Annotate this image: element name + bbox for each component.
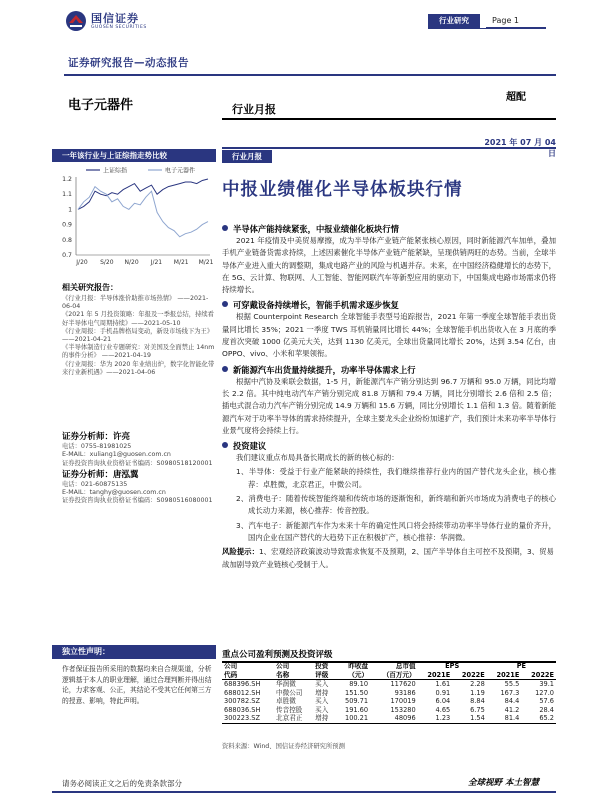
table-cell: 65.2 <box>521 714 556 723</box>
analyst-phone: 电话：0755-81981025 <box>62 443 132 450</box>
report-headline: 中报业绩催化半导体板块行情 <box>222 180 463 200</box>
related-report-item[interactable]: 《行业月报：半导体涨价助推市场热情》 ——2021-06-04 <box>62 295 209 311</box>
table-cell: 华润微 <box>276 680 296 688</box>
table-header-cell: 2021E <box>418 671 453 680</box>
related-report-item[interactable]: 《半导体制造行业专题研究：对美国及全面禁止 14nm 的事件分析》 ——2021-04-19 <box>62 344 215 360</box>
chart-title: 一年该行业与上证综指走势比较 <box>52 149 216 162</box>
table-header-cell: 投资 <box>315 662 329 670</box>
table-source: 资料来源：Wind、国信证券经济研究所预测 <box>222 743 345 750</box>
recommendation-item: 3、汽车电子：新能源汽车作为未来十年的确定性风口将会持续带动功率半导体行业的量价齐升，国内企业在国产替代的大趋势下正在积极扩产，核心推荐：华润微。 <box>236 520 556 542</box>
table-cell: 6.75 <box>470 705 485 714</box>
brand-logo <box>65 8 160 34</box>
index-comparison-chart <box>52 163 216 273</box>
risk-warning <box>222 546 556 571</box>
section-tag: 行业月报 <box>222 150 272 163</box>
table-header-cell: 昨收盘 <box>348 662 369 670</box>
table-row <box>222 680 556 689</box>
table-header-cell: （元） <box>335 671 370 680</box>
table-cell: 127.0 <box>535 688 554 697</box>
analyst-card <box>62 432 218 468</box>
table-cell: 买入 <box>315 697 329 706</box>
title-divider <box>222 118 556 120</box>
y-tick-label: 1.1 <box>62 191 72 199</box>
bullet-dot-icon <box>222 366 228 372</box>
table-row <box>222 689 556 698</box>
x-tick-label: N/20 <box>124 259 139 266</box>
table-cell: 117620 <box>390 680 416 688</box>
table-cell: 买入 <box>315 705 329 714</box>
table-cell: 39.1 <box>539 680 554 688</box>
analyst-phone: 电话：021-60875135 <box>62 480 128 488</box>
series-line <box>78 187 208 237</box>
independence-title: 独立性声明： <box>52 645 216 659</box>
table-header-row <box>222 671 556 680</box>
related-reports-title: 相关研究报告： <box>62 283 118 292</box>
risk-text: 1、宏观经济政策波动导致需求恢复不及预期，2、国产半导体自主可控不及预期，3、贸易战加剧导致产业链核心受制于人。 <box>222 547 554 569</box>
risk-label: 风险提示： <box>222 547 259 557</box>
table-header-cell: 2022E <box>521 671 556 680</box>
table-header-cell: 代码 <box>222 671 274 680</box>
table-cell: 688396.SH <box>224 680 261 688</box>
table-cell: 传音控股 <box>276 705 303 714</box>
footer-disclaimer-note: 请务必阅读正文之后的免责条款部分 <box>62 779 182 788</box>
related-report-item[interactable]: 《行业周报：手机品牌格局变动，新设市场线下为王》 ——2021-04-21 <box>62 327 214 344</box>
analyst-card <box>62 470 218 506</box>
table-row <box>222 706 556 715</box>
analyst-cert: 证券投资咨询执业资格证书编码：S0980516080001 <box>62 497 213 505</box>
chart-canvas <box>52 163 216 273</box>
report-body <box>222 220 556 571</box>
table-row <box>222 697 556 706</box>
y-tick-label: 0.9 <box>62 221 72 229</box>
analyst-name: 证券分析师：唐泓翼 <box>62 469 139 480</box>
bullet-heading <box>222 300 556 311</box>
x-tick-label: J/20 <box>76 259 88 266</box>
brand-name: 国信证券 <box>91 12 139 25</box>
table-cell: 688012.SH <box>224 688 261 697</box>
logo-mark-icon <box>65 10 87 32</box>
analyst-name: 证券分析师：许亮 <box>62 432 131 442</box>
doc-type-tag: 行业研究 <box>428 14 480 28</box>
series-line <box>78 179 208 209</box>
table-cell: 中微公司 <box>276 688 303 697</box>
table-header-cell: 2022E <box>452 671 487 680</box>
related-report-item[interactable]: 《2021 年 5 月投资策略：年报及一季报总结，持续看好半导体电气周期持续》——2021-05-10 <box>62 311 214 327</box>
legend-label: 上证综指 <box>103 167 128 175</box>
table-cell: 2.28 <box>470 680 485 688</box>
independence-statement: 作者保证报告所采用的数据均来自合规渠道，分析逻辑基于本人的职业理解，通过合理判断并得出结论，力求客观、公正，其结论不受其它任何第三方的授意、影响，特此声明。 <box>62 665 212 705</box>
table-header-cell: 总市值 <box>395 662 416 670</box>
table-header-row <box>222 662 556 671</box>
related-reports <box>62 282 218 377</box>
table-cell: 89.10 <box>349 680 369 688</box>
table-cell: 151.50 <box>345 688 369 697</box>
table-cell: 8.84 <box>470 697 485 706</box>
table-cell: 55.5 <box>504 680 520 688</box>
table-cell: 1.19 <box>470 688 485 697</box>
table-header-cell: EPS <box>445 662 460 670</box>
forecast-table <box>222 662 556 724</box>
table-cell: 300223.SZ <box>222 714 274 723</box>
table-cell: 1.61 <box>435 680 451 688</box>
y-tick-label: 1 <box>68 206 72 214</box>
table-cell: 509.71 <box>345 697 369 706</box>
table-cell: 688036.SH <box>224 705 261 714</box>
table-header-cell: 名称 <box>274 671 313 680</box>
bullet-dot-icon <box>222 442 228 448</box>
bullet-heading-text: 新能源汽车出货量持续提升，功率半导体需求上行 <box>233 364 416 375</box>
table-cell: 1.23 <box>418 714 453 723</box>
table-cell: 0.91 <box>435 688 451 697</box>
series-title: 证券研究报告—动态报告 <box>68 57 189 69</box>
x-tick-label: M/21 <box>198 259 214 266</box>
analyst-email[interactable]: E-MAIL：xuliang1@guosen.com.cn <box>62 451 171 459</box>
table-cell: 买入 <box>315 680 329 688</box>
bullet-heading <box>222 441 556 452</box>
brand-name-en: GUOSEN SECURITIES <box>91 25 147 30</box>
table-cell: 84.4 <box>504 697 520 706</box>
footer-divider <box>52 791 556 793</box>
x-tick-label: M/21 <box>173 259 189 266</box>
analyst-cert: 证券投资咨询执业资格证书编码：S0980518120001 <box>62 459 213 467</box>
y-tick-label: 0.7 <box>62 252 72 259</box>
bullet-paragraph: 我们建议重点布局具备长期成长的新的核心标的： <box>236 453 399 463</box>
table-header-cell: PE <box>516 662 527 670</box>
x-tick-label: J/21 <box>150 259 163 266</box>
analyst-contacts <box>62 432 218 506</box>
bullet-dot-icon <box>222 225 228 231</box>
related-report-item[interactable]: 《行业周报：华为 2020 年业绩出炉，数字化智能化带来行业新机遇》——2021-04-06 <box>62 360 215 376</box>
table-cell: 1.54 <box>452 714 487 723</box>
table-header-cell: （百万元） <box>370 671 418 680</box>
bullet-heading <box>222 365 556 376</box>
table-cell: 81.4 <box>487 714 522 723</box>
table-header-cell: 评级 <box>313 671 335 680</box>
bullet-paragraph: 2021 年疫情及中美贸易摩擦，成为半导体产业链产能紧张核心原因，同时新能源汽车加单，叠加手机产业链备货需求持续，上述因素催化半导体产业链产能紧缺，呈现供销两旺的态势。当前，全球半导体产业进入重大的调整期，集成电路产业的风险与机遇并存。未来，在中国经济稳健增长的态势下，在 5G、云计算、物联网、人工智能、智能网联汽车等新型应用的驱动下，中国集成电路市场需求仍将持续增长。 <box>222 236 556 295</box>
table-cell: 191.60 <box>345 705 369 714</box>
table-cell: 卓胜微 <box>276 697 296 706</box>
table-cell: 4.65 <box>435 705 451 714</box>
header-divider <box>64 74 556 76</box>
table-cell: 57.6 <box>539 697 554 706</box>
table-cell: 41.2 <box>504 705 520 714</box>
table-header-cell: 公司 <box>224 662 238 670</box>
bullet-dot-icon <box>222 301 228 307</box>
table-cell: 增持 <box>313 714 335 723</box>
table-row <box>222 714 556 723</box>
analyst-email[interactable]: E-MAIL：tanghy@guosen.com.cn <box>62 489 166 497</box>
bullet-heading-text: 半导体产能持续紧张，中报业绩催化板块行情 <box>233 224 399 234</box>
table-header-cell: 2021E <box>487 671 522 680</box>
table-cell: 增持 <box>315 688 329 697</box>
page-number: Page 1 <box>486 14 546 28</box>
date-divider <box>222 147 556 149</box>
recommendation-item: 2、消费电子：随着传统智能终端和传统市场的逐渐饱和，新终端和新兴市场成为消费电子的核心成长动力来源，核心推荐：传音控股。 <box>236 494 556 516</box>
table-cell: 28.4 <box>539 705 554 714</box>
y-tick-label: 0.8 <box>62 236 72 244</box>
x-tick-label: S/20 <box>100 259 114 266</box>
bullet-heading <box>222 224 556 235</box>
legend-label: 电子元器件 <box>165 167 196 175</box>
table-cell: 48096 <box>370 714 418 723</box>
tag-underline <box>428 28 546 29</box>
footer-slogan: 全球视野 本土智慧 <box>468 778 539 788</box>
table-cell: 300782.SZ <box>224 697 260 706</box>
table-cell: 6.04 <box>435 697 451 706</box>
table-title: 重点公司盈利预测及投资评级 <box>222 650 333 660</box>
bullet-paragraph: 根据 Counterpoint Research 全球智能手表型号追踪报告，2021 年第一季度全球智能手表出货量同比增长 35%；2021 一季度 TWS 耳机销量同比增长 44%；全球智能手机出货收入在 3 月底的季度首次突破 1000 亿美元大关，达到 1130 亿美元，全球出货量同比增长 20%，达到 3.54 亿台，由 OPPO、vivo、小米和苹果领衔。 <box>222 312 556 359</box>
table-cell: 100.21 <box>335 714 370 723</box>
table-cell: 北京君正 <box>274 714 313 723</box>
industry-name: 电子元器件 <box>68 98 134 113</box>
y-tick-label: 1.2 <box>62 176 72 183</box>
table-cell: 170019 <box>390 697 416 706</box>
table-cell: 93186 <box>394 688 416 697</box>
investment-rating: 超配 <box>506 92 526 103</box>
report-date: 2021 年 07 月 04 日 <box>484 138 556 158</box>
report-type: 行业月报 <box>232 103 276 116</box>
bullet-heading-text: 可穿戴设备持续增长，智能手机需求逐步恢复 <box>233 300 399 311</box>
table-header-cell: 公司 <box>276 662 290 670</box>
recommendation-item: 1、半导体：受益于行业产能紧缺的持续性，我们继续推荐行业内的国产替代龙头企业，核心推荐：卓胜微，北京君正，中微公司。 <box>236 467 556 489</box>
bullet-heading-text: 投资建议 <box>233 441 267 452</box>
table-cell: 153280 <box>390 705 416 714</box>
table-cell: 167.3 <box>500 688 520 697</box>
bullet-paragraph: 根据中汽协及乘联会数据，1-5 月，新能源汽车产销分别达到 96.7 万辆和 95.0 万辆，同比均增长 2.2 倍。其中纯电动汽车产销分别完成 81.8 万辆和 79.4 万辆，同比分别增长 2.6 倍和 2.5 倍；插电式混合动力汽车产销分别完成 14.9 万辆和 15.6 万辆，同比分别增长 1.1 倍和 1.3 倍。随着新能源汽车对于功率半导体的需求持续提升，全球主要龙头企业纷纷加速扩产，我们预计未来功率半导体行业景气度将会持续上行。 <box>222 376 556 435</box>
